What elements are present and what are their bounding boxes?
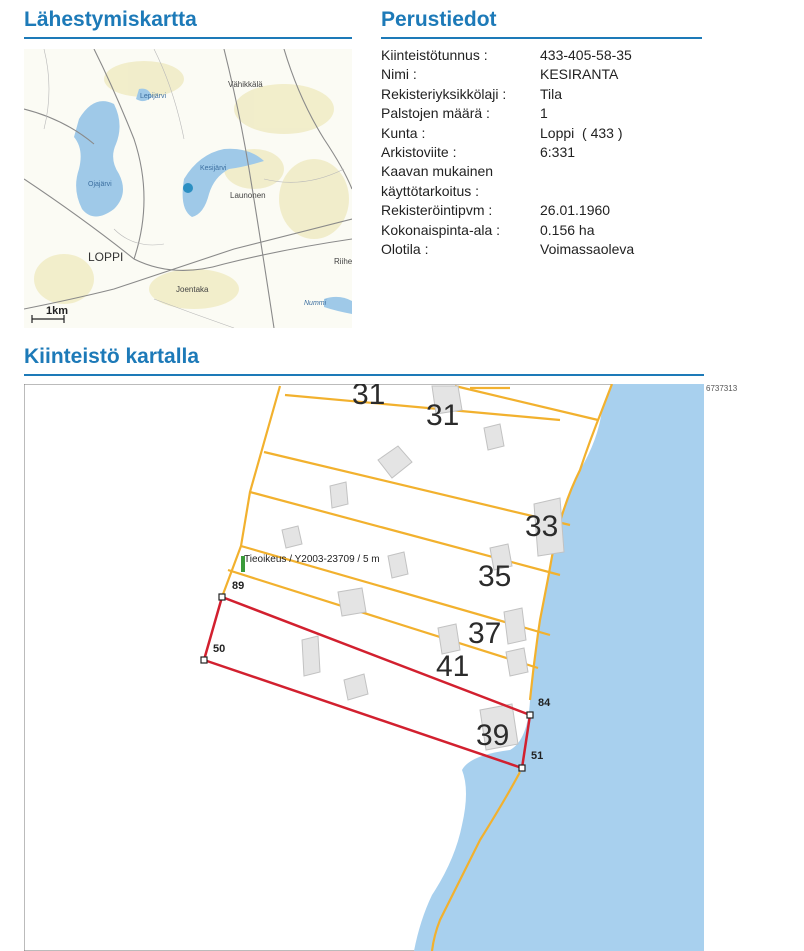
parcel-label: 37: [468, 617, 502, 650]
map-coordinate-label: 6737313: [706, 384, 738, 393]
info-row-archive-ref: [381, 143, 634, 162]
property-map[interactable]: [24, 384, 704, 951]
overview-label-ojajarvi: Ojajärvi: [88, 181, 112, 188]
info-row-parcel-count: [381, 104, 634, 123]
parcel-label: 35: [478, 560, 512, 593]
parcel-label: 39: [476, 719, 510, 752]
overview-map[interactable]: [24, 49, 352, 328]
info-value: 6:331: [540, 144, 576, 161]
overview-label-vahikkala: Vähikkälä: [228, 80, 263, 89]
overview-label-kesijarvi: Kesijärvi: [200, 165, 227, 172]
info-label: Kunta :: [381, 124, 426, 141]
basic-info-title-rule: [381, 37, 702, 39]
overview-label-nummi: Nummi: [304, 300, 327, 307]
location-dot-icon: [183, 183, 193, 193]
info-row-total-area: [381, 221, 634, 240]
property-map-title: Kiinteistö kartalla: [24, 345, 200, 368]
easement-label: Tieoikeus / Y2003-23709 / 5 m: [244, 554, 380, 565]
info-label: Palstojen määrä :: [381, 105, 490, 122]
info-value: 0.156 ha: [540, 221, 595, 238]
overview-label-loppi: LOPPI: [88, 250, 124, 264]
info-label: Kokonaispinta-ala :: [381, 221, 501, 238]
info-value: KESIRANTA: [540, 66, 619, 83]
info-value: 433-405-58-35: [540, 47, 632, 63]
info-label: Rekisteröintipvm :: [381, 202, 493, 219]
info-value: Tila: [540, 85, 563, 102]
info-value: 1: [540, 105, 548, 122]
info-row-property-id: [381, 46, 634, 65]
info-row-status: [381, 240, 634, 259]
overview-title: Lähestymiskartta: [24, 8, 197, 31]
scale-label: 1km: [46, 305, 69, 317]
parcel-label: 33: [525, 510, 559, 543]
info-label: Kiinteistötunnus :: [381, 47, 488, 63]
overview-label-launonen: Launonen: [230, 191, 266, 200]
boundary-point-label: 50: [213, 643, 226, 655]
property-map-title-rule: [24, 374, 704, 376]
boundary-point-label: 51: [531, 750, 544, 762]
overview-title-rule: [24, 37, 352, 39]
parcel-label: 31: [352, 384, 386, 411]
info-row-zoning-use: [381, 162, 634, 201]
info-label: Nimi :: [381, 66, 417, 83]
info-value: 26.01.1960: [540, 202, 611, 219]
info-value: [540, 162, 634, 201]
info-value: Voimassaoleva: [540, 241, 635, 258]
info-row-unit-type: [381, 85, 634, 104]
info-row-registration-date: [381, 201, 634, 220]
parcel-label: 31: [426, 399, 460, 432]
info-label: Kaavan mukainen käyttötarkoitus :: [381, 163, 494, 199]
overview-label-lepijarvi: Lepijärvi: [140, 93, 167, 100]
info-label: Arkistoviite :: [381, 144, 457, 161]
boundary-point-label: 89: [232, 580, 245, 592]
overview-label-joentaka: Joentaka: [176, 285, 209, 294]
info-label: Rekisteriyksikkölaji :: [381, 85, 507, 102]
basic-info-title: Perustiedot: [381, 8, 497, 31]
basic-info-table: [381, 46, 634, 259]
overview-label-riihe: Riihe: [334, 257, 352, 266]
info-row-municipality: [381, 124, 634, 143]
parcel-label: 41: [436, 650, 470, 683]
boundary-point-label: 84: [538, 697, 551, 709]
info-value: Loppi ( 433 ): [540, 124, 623, 141]
info-row-name: [381, 65, 634, 84]
info-label: Olotila :: [381, 241, 429, 258]
